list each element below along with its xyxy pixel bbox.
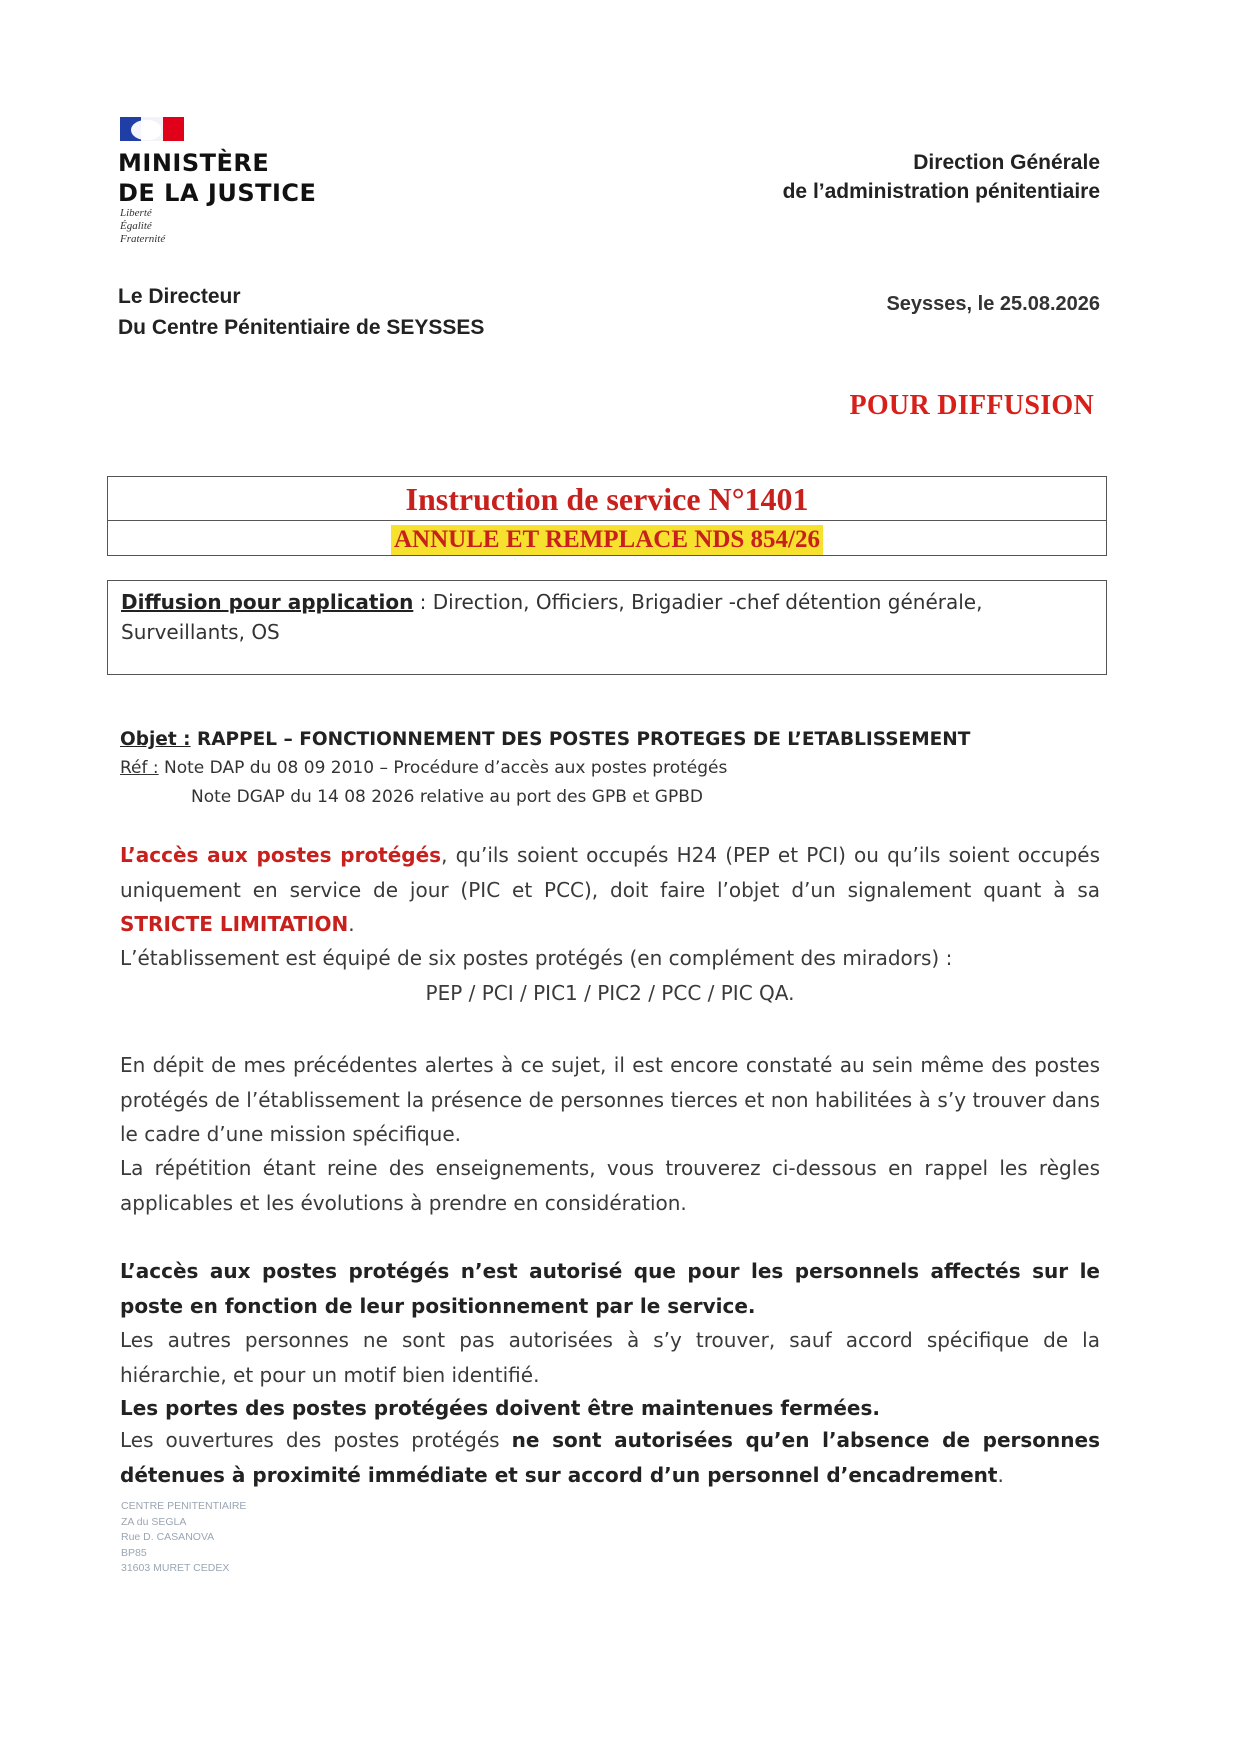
access-end: . [348, 912, 355, 936]
distribution-text [121, 587, 1081, 647]
paragraph-equipment: L’établissement est équipé de six postes protégés (en complément des miradors) : [120, 946, 953, 970]
footer-line-2: ZA du SEGLA [121, 1515, 187, 1528]
openings-text: Les ouvertures des postes protégés [120, 1428, 512, 1452]
instruction-divider [107, 520, 1107, 521]
instruction-subtitle-wrap [107, 525, 1107, 555]
footer-line-3: Rue D. CASANOVA [121, 1531, 215, 1543]
strict-limitation: STRICTE LIMITATION [120, 912, 349, 936]
subject-label: Objet : [120, 729, 191, 750]
signatory-line-2: Du Centre Pénitentiaire de SEYSSES [118, 316, 485, 339]
motto-egalite: Égalité [120, 220, 152, 232]
direction-line-2: de l’administration pénitentiaire [782, 180, 1100, 203]
reference-text-1: Note DAP du 08 09 2010 – Procédure d’accès aux postes protégés [158, 758, 728, 778]
reference-label: Réf : [120, 758, 159, 778]
distribution-label: Diffusion pour application [121, 590, 414, 614]
subject-line [120, 726, 970, 754]
paragraph-openings [120, 1423, 1100, 1492]
openings-condition: ne sont autorisées qu’en l’absence de personnes détenues à proximité immédiate et sur accord d’un personnel d’encadrement [120, 1428, 1100, 1487]
footer-line-1: CENTRE PENITENTIAIRE [121, 1500, 247, 1512]
signatory [118, 281, 484, 343]
access-text: , qu’ils soient occupés H24 (PEP et PCI) ou qu’ils soient occupés uniquement en service de jour (PIC et PCC), doit faire l’objet d’un signalement quant à sa [120, 843, 1100, 902]
footer-line-4: BP85 [121, 1546, 147, 1559]
instruction-subtitle: ANNULE ET REMPLACE NDS 854/26 [391, 525, 823, 555]
distribution-separator: : [413, 590, 433, 614]
footer-address [121, 1499, 246, 1577]
reference-line-2: Note DGAP du 14 08 2026 relative au port des GPB et GPBD [191, 787, 703, 807]
republic-motto [120, 207, 165, 246]
openings-end: . [997, 1462, 1004, 1487]
marianne-logo [120, 117, 184, 141]
direction-line-1: Direction Générale [913, 151, 1100, 174]
motto-liberte: Liberté [120, 207, 152, 219]
distribution-recipients: Direction, Officiers, Brigadier -chef détention générale, Surveillants, OS [121, 590, 983, 644]
paragraph-other-persons: Les autres personnes ne sont pas autorisées à s’y trouver, sauf accord spécifique de la hiérarchie, et pour un motif bien identifié. [120, 1328, 1100, 1387]
reference-line-1 [120, 754, 727, 782]
paragraph-doors-closed: Les portes des postes protégées doivent être maintenues fermées. [120, 1396, 880, 1420]
motto-fraternite: Fraternité [120, 233, 166, 245]
instruction-title: Instruction de service N°1401 [405, 481, 809, 517]
ministry-line-2: DE LA JUSTICE [118, 179, 317, 207]
access-highlight: L’accès aux postes protégés [120, 843, 442, 867]
signatory-line-1: Le Directeur [118, 285, 241, 308]
paragraph-alerts: En dépit de mes précédentes alertes à ce sujet, il est encore constaté au sein même des postes protégés de l’établissement la présence de personnes tierces et non habilitées à s’y trouver dans le cadre d’une mission spécifique. [120, 1053, 1100, 1146]
ministry-name [118, 148, 316, 208]
footer-line-5: 31603 MURET CEDEX [121, 1562, 230, 1574]
distribution-mark: POUR DIFFUSION [849, 390, 1094, 421]
paragraph-authorized-access: L’accès aux postes protégés n’est autorisé que pour les personnels affectés sur le poste en fonction de leur positionnement par le service. [120, 1259, 1100, 1318]
subject-text: RAPPEL – FONCTIONNEMENT DES POSTES PROTEGES DE L’ETABLISSEMENT [190, 729, 971, 750]
ministry-line-1: MINISTÈRE [118, 149, 270, 177]
paragraph-access-limitation [120, 838, 1100, 942]
place-date: Seysses, le 25.08.2026 [886, 293, 1100, 315]
posts-list: PEP / PCI / PIC1 / PIC2 / PCC / PIC QA. [425, 981, 795, 1005]
direction-generale [783, 148, 1100, 206]
paragraph-reminder: La répétition étant reine des enseignements, vous trouverez ci-dessous en rappel les règles applicables et les évolutions à prendre en considération. [120, 1156, 1100, 1215]
